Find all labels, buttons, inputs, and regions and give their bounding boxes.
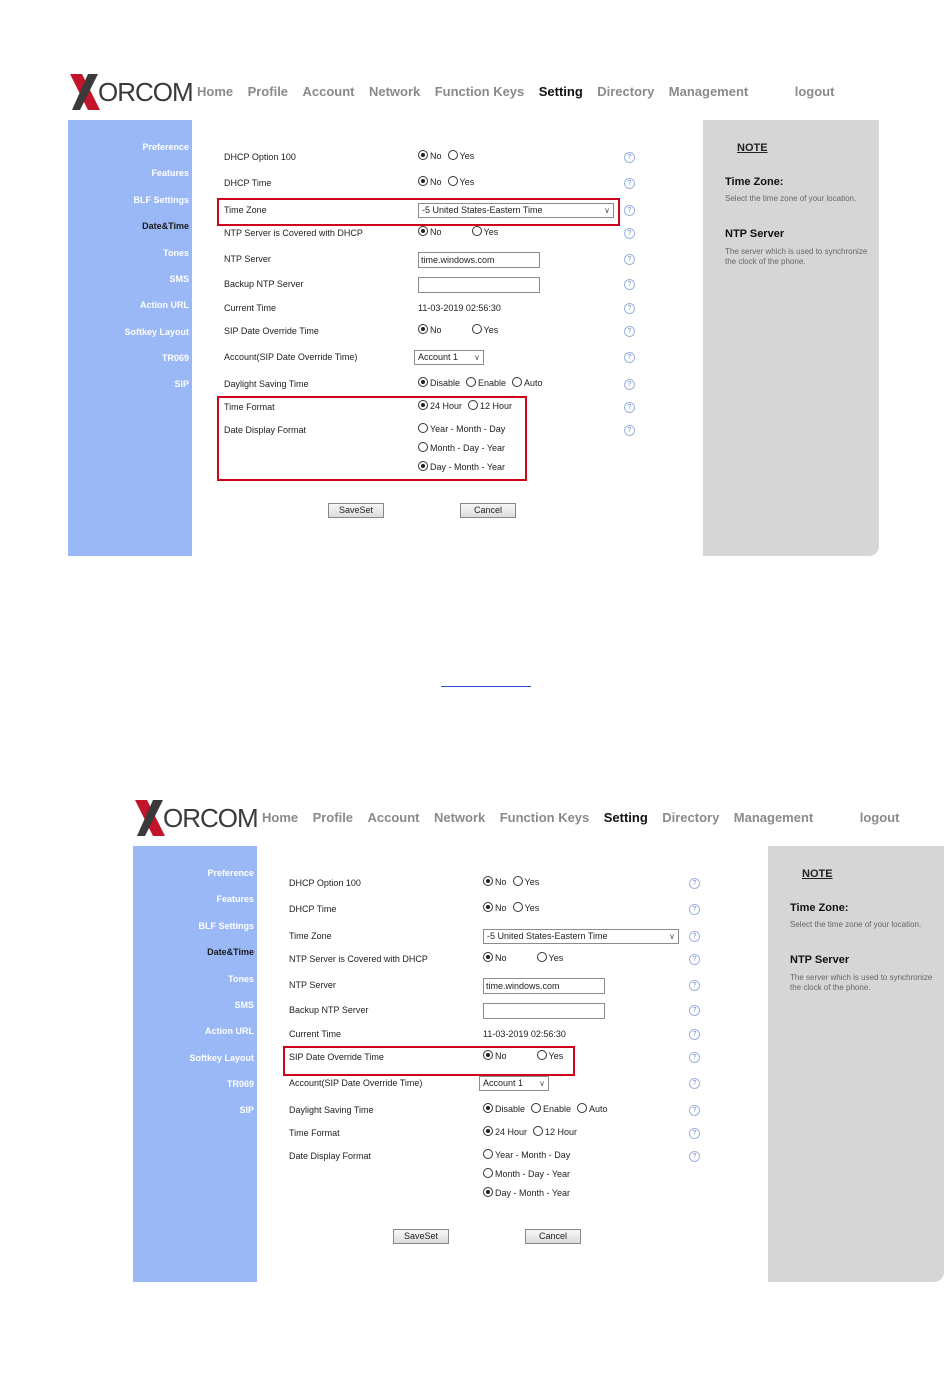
option-label: Yes [524,903,540,913]
radio-no[interactable] [418,150,428,160]
option-label: 12 Hour [480,401,513,411]
note-ntp-text: The server which is used to synchronize the clock of the phone. [790,973,933,992]
option-label: No [495,953,507,963]
help-icon[interactable]: ? [624,178,635,189]
row-sip-account [224,350,694,366]
sidebar-item-softkey-layout[interactable]: Softkey Layout [189,1053,254,1063]
option-label: Enable [478,378,507,388]
nav-logout[interactable]: logout [794,84,835,99]
label: Daylight Saving Time [289,1105,374,1115]
nav-profile[interactable]: Profile [247,84,289,99]
label: DHCP Option 100 [289,878,361,888]
note-ntp-heading: NTP Server [725,228,785,240]
radio-disable[interactable] [418,377,428,387]
label: Time Format [224,402,275,412]
radio-mdy[interactable] [483,1168,493,1178]
radio-enable[interactable] [531,1103,541,1113]
help-icon[interactable]: ? [689,1052,700,1063]
radio-enable[interactable] [466,377,476,387]
cancel-button[interactable]: Cancel [460,503,516,518]
radio-disable[interactable] [483,1103,493,1113]
option-label: Year - Month - Day [495,1150,571,1160]
help-icon[interactable]: ? [624,205,635,216]
option-label: No [495,903,507,913]
nav-function-keys[interactable]: Function Keys [499,810,590,825]
sidebar-item-tones[interactable]: Tones [228,974,254,984]
option-label: Month - Day - Year [430,443,506,453]
option-label: No [430,151,442,161]
row-date-format [289,1149,759,1165]
sidebar [68,120,192,556]
hyperlink-underline[interactable] [441,686,531,687]
note-time-zone-heading: Time Zone: [790,902,849,914]
time-zone-select[interactable] [483,929,679,944]
radio-auto[interactable] [512,377,522,387]
sidebar-item-tones[interactable]: Tones [163,248,189,258]
note-panel [703,120,879,556]
help-icon[interactable]: ? [689,1128,700,1139]
sidebar-item-sip[interactable]: SIP [239,1105,254,1115]
help-icon[interactable]: ? [624,352,635,363]
note-time-zone-text: Select the time zone of your location. [725,194,857,203]
help-icon[interactable]: ? [689,1105,700,1116]
note-title: NOTE [802,868,833,880]
sidebar-item-blf-settings[interactable]: BLF Settings [133,195,189,205]
sidebar-item-softkey-layout[interactable]: Softkey Layout [124,327,189,337]
nav-network[interactable]: Network [368,84,421,99]
label: NTP Server is Covered with DHCP [224,228,363,238]
nav-directory[interactable]: Directory [662,810,720,825]
label: Backup NTP Server [289,1005,369,1015]
highlight-time-date-format [217,396,527,481]
highlight-sip-override [283,1046,575,1076]
chevron-down-icon: ∨ [669,932,675,941]
label: Account(SIP Date Override Time) [289,1078,423,1088]
sidebar-item-sms[interactable]: SMS [169,274,189,284]
highlight-time-zone [217,198,620,226]
label: DHCP Time [224,178,272,188]
backup-ntp-input[interactable] [418,277,540,293]
radio-no[interactable] [483,876,493,886]
logo-text: ORCOM [163,803,258,833]
ntp-server-input[interactable]: time.windows.com [483,978,605,994]
label: NTP Server is Covered with DHCP [289,954,428,964]
help-icon[interactable]: ? [624,326,635,337]
row-date-format-dmy [289,1187,759,1203]
nav-management[interactable]: Management [668,84,749,99]
row-backup-ntp [224,277,694,293]
label: SIP Date Override Time [289,1052,384,1062]
select-value: -5 United States-Eastern Time [487,931,608,941]
sidebar-item-action-url[interactable]: Action URL [205,1026,254,1036]
radio-no[interactable] [418,324,428,334]
sip-account-select[interactable] [479,1076,549,1091]
row-dst [224,377,694,393]
sidebar-item-date-time[interactable]: Date&Time [142,221,189,231]
label: NTP Server [289,980,336,990]
option-label: No [495,1051,507,1061]
radio-12-hour[interactable] [533,1126,543,1136]
option-label: No [430,227,442,237]
help-icon[interactable]: ? [624,254,635,265]
option-label: Disable [430,378,461,388]
option-label: 12 Hour [545,1127,578,1137]
sidebar-item-tr069[interactable]: TR069 [226,1079,254,1089]
option-label: Auto [589,1104,608,1114]
label: Time Zone [289,931,332,941]
row-dst [289,1103,759,1119]
xorcom-logo [68,72,193,114]
help-icon[interactable]: ? [689,980,700,991]
help-icon[interactable]: ? [689,1029,700,1040]
help-icon[interactable]: ? [624,379,635,390]
note-ntp-text: The server which is used to synchronize the clock of the phone. [725,247,868,266]
label: Date Display Format [224,425,307,435]
sidebar-item-sms[interactable]: SMS [234,1000,254,1010]
option-label: Auto [524,378,543,388]
sidebar-item-action-url[interactable]: Action URL [140,300,189,310]
ntp-server-input[interactable]: time.windows.com [418,252,540,268]
help-icon[interactable]: ? [624,279,635,290]
option-label: Yes [483,325,499,335]
label: Daylight Saving Time [224,379,309,389]
sip-account-select[interactable] [414,350,484,365]
label: SIP Date Override Time [224,326,319,336]
radio-yes[interactable] [448,150,458,160]
logo-text: ORCOM [98,77,193,107]
row-current-time [289,1027,759,1043]
option-label: Yes [459,151,475,161]
radio-yes[interactable] [513,876,523,886]
label: Current Time [289,1029,342,1039]
chevron-down-icon: ∨ [604,206,610,215]
help-icon[interactable]: ? [689,1005,700,1016]
saveset-button[interactable]: SaveSet [328,503,384,518]
help-icon[interactable]: ? [689,931,700,942]
radio-auto[interactable] [577,1103,587,1113]
help-icon[interactable]: ? [689,1078,700,1089]
sidebar-item-tr069[interactable]: TR069 [161,353,189,363]
radio-no[interactable] [418,226,428,236]
radio-no[interactable] [483,952,493,962]
label: Current Time [224,303,277,313]
top-nav [262,809,909,827]
select-value: -5 United States-Eastern Time [422,205,543,215]
current-time-value: 11-03-2019 02:56:30 [483,1029,566,1039]
select-value: Account 1 [418,352,459,362]
label: Time Zone [224,205,267,215]
radio-24-hour[interactable] [483,1126,493,1136]
help-icon[interactable]: ? [689,1151,700,1162]
row-dhcp-option100 [224,150,694,166]
nav-directory[interactable]: Directory [597,84,655,99]
nav-setting[interactable]: Setting [538,84,583,99]
radio-yes[interactable] [472,324,482,334]
chevron-down-icon: ∨ [474,353,480,362]
radio-ymd[interactable] [483,1149,493,1159]
row-backup-ntp [289,1003,759,1019]
help-icon[interactable]: ? [624,228,635,239]
label: DHCP Option 100 [224,152,296,162]
option-label: Day - Month - Year [430,462,506,472]
sidebar-item-preference[interactable]: Preference [207,868,254,878]
help-icon[interactable]: ? [689,904,700,915]
row-time-format [289,1126,759,1142]
option-label: 24 Hour [430,401,463,411]
sidebar-item-sip[interactable]: SIP [174,379,189,389]
option-label: Yes [483,227,499,237]
label: Date Display Format [289,1151,372,1161]
option-label: Day - Month - Year [495,1188,571,1198]
row-dhcp-time [289,902,759,918]
settings-form [192,120,703,556]
sidebar-item-date-time[interactable]: Date&Time [207,947,254,957]
option-label: Month - Day - Year [495,1169,571,1179]
label: Backup NTP Server [224,279,304,289]
option-label: Yes [548,1051,564,1061]
radio-no[interactable] [418,176,428,186]
radio-dmy[interactable] [483,1187,493,1197]
row-time-zone [289,929,759,945]
cancel-button[interactable]: Cancel [525,1229,581,1244]
row-sip-override [224,324,694,340]
help-icon[interactable]: ? [624,425,635,436]
saveset-button[interactable]: SaveSet [393,1229,449,1244]
radio-yes[interactable] [513,902,523,912]
nav-home[interactable]: Home [262,810,299,825]
radio-yes[interactable] [472,226,482,236]
chevron-down-icon: ∨ [539,1079,545,1088]
row-dhcp-option100 [289,876,759,892]
note-time-zone-heading: Time Zone: [725,176,784,188]
row-dhcp-time [224,176,694,192]
row-current-time [224,301,694,317]
help-icon[interactable]: ? [689,954,700,965]
row-ntp-server [224,252,694,268]
label: DHCP Time [289,904,337,914]
sidebar-item-features[interactable]: Features [216,894,254,904]
option-label: Yes [524,877,540,887]
option-label: Enable [543,1104,572,1114]
row-date-format-mdy [289,1168,759,1184]
sidebar-item-blf-settings[interactable]: BLF Settings [198,921,254,931]
top-nav [197,83,844,101]
option-label: Year - Month - Day [430,424,506,434]
select-value: Account 1 [483,1078,524,1088]
row-ntp-server [289,978,759,994]
help-icon[interactable]: ? [689,878,700,889]
note-panel [768,846,944,1282]
current-time-value: 11-03-2019 02:56:30 [418,303,501,313]
row-ntp-dhcp [289,952,759,968]
nav-management[interactable]: Management [733,810,814,825]
help-icon[interactable]: ? [624,152,635,163]
option-label: Yes [548,953,564,963]
sidebar-item-preference[interactable]: Preference [142,142,189,152]
xorcom-logo [133,798,258,840]
backup-ntp-input[interactable] [483,1003,605,1019]
row-sip-account [289,1076,759,1092]
radio-yes[interactable] [537,952,547,962]
option-label: No [495,877,507,887]
nav-setting[interactable]: Setting [603,810,648,825]
sidebar [133,846,257,1282]
label: Time Format [289,1128,340,1138]
help-icon[interactable]: ? [624,303,635,314]
nav-home[interactable]: Home [197,84,234,99]
row-ntp-dhcp [224,226,694,242]
option-label: No [430,325,442,335]
radio-no[interactable] [483,902,493,912]
option-label: 24 Hour [495,1127,528,1137]
sidebar-item-features[interactable]: Features [151,168,189,178]
label: Account(SIP Date Override Time) [224,352,358,362]
nav-account[interactable]: Account [367,810,420,825]
nav-account[interactable]: Account [302,84,355,99]
radio-yes[interactable] [448,176,458,186]
option-label: No [430,177,442,187]
option-label: Yes [459,177,475,187]
nav-logout[interactable]: logout [859,810,900,825]
note-title: NOTE [737,142,768,154]
nav-function-keys[interactable]: Function Keys [434,84,525,99]
note-time-zone-text: Select the time zone of your location. [790,920,922,929]
option-label: Disable [495,1104,526,1114]
nav-profile[interactable]: Profile [312,810,354,825]
nav-network[interactable]: Network [433,810,486,825]
label: NTP Server [224,254,271,264]
help-icon[interactable]: ? [624,402,635,413]
note-ntp-heading: NTP Server [790,954,850,966]
